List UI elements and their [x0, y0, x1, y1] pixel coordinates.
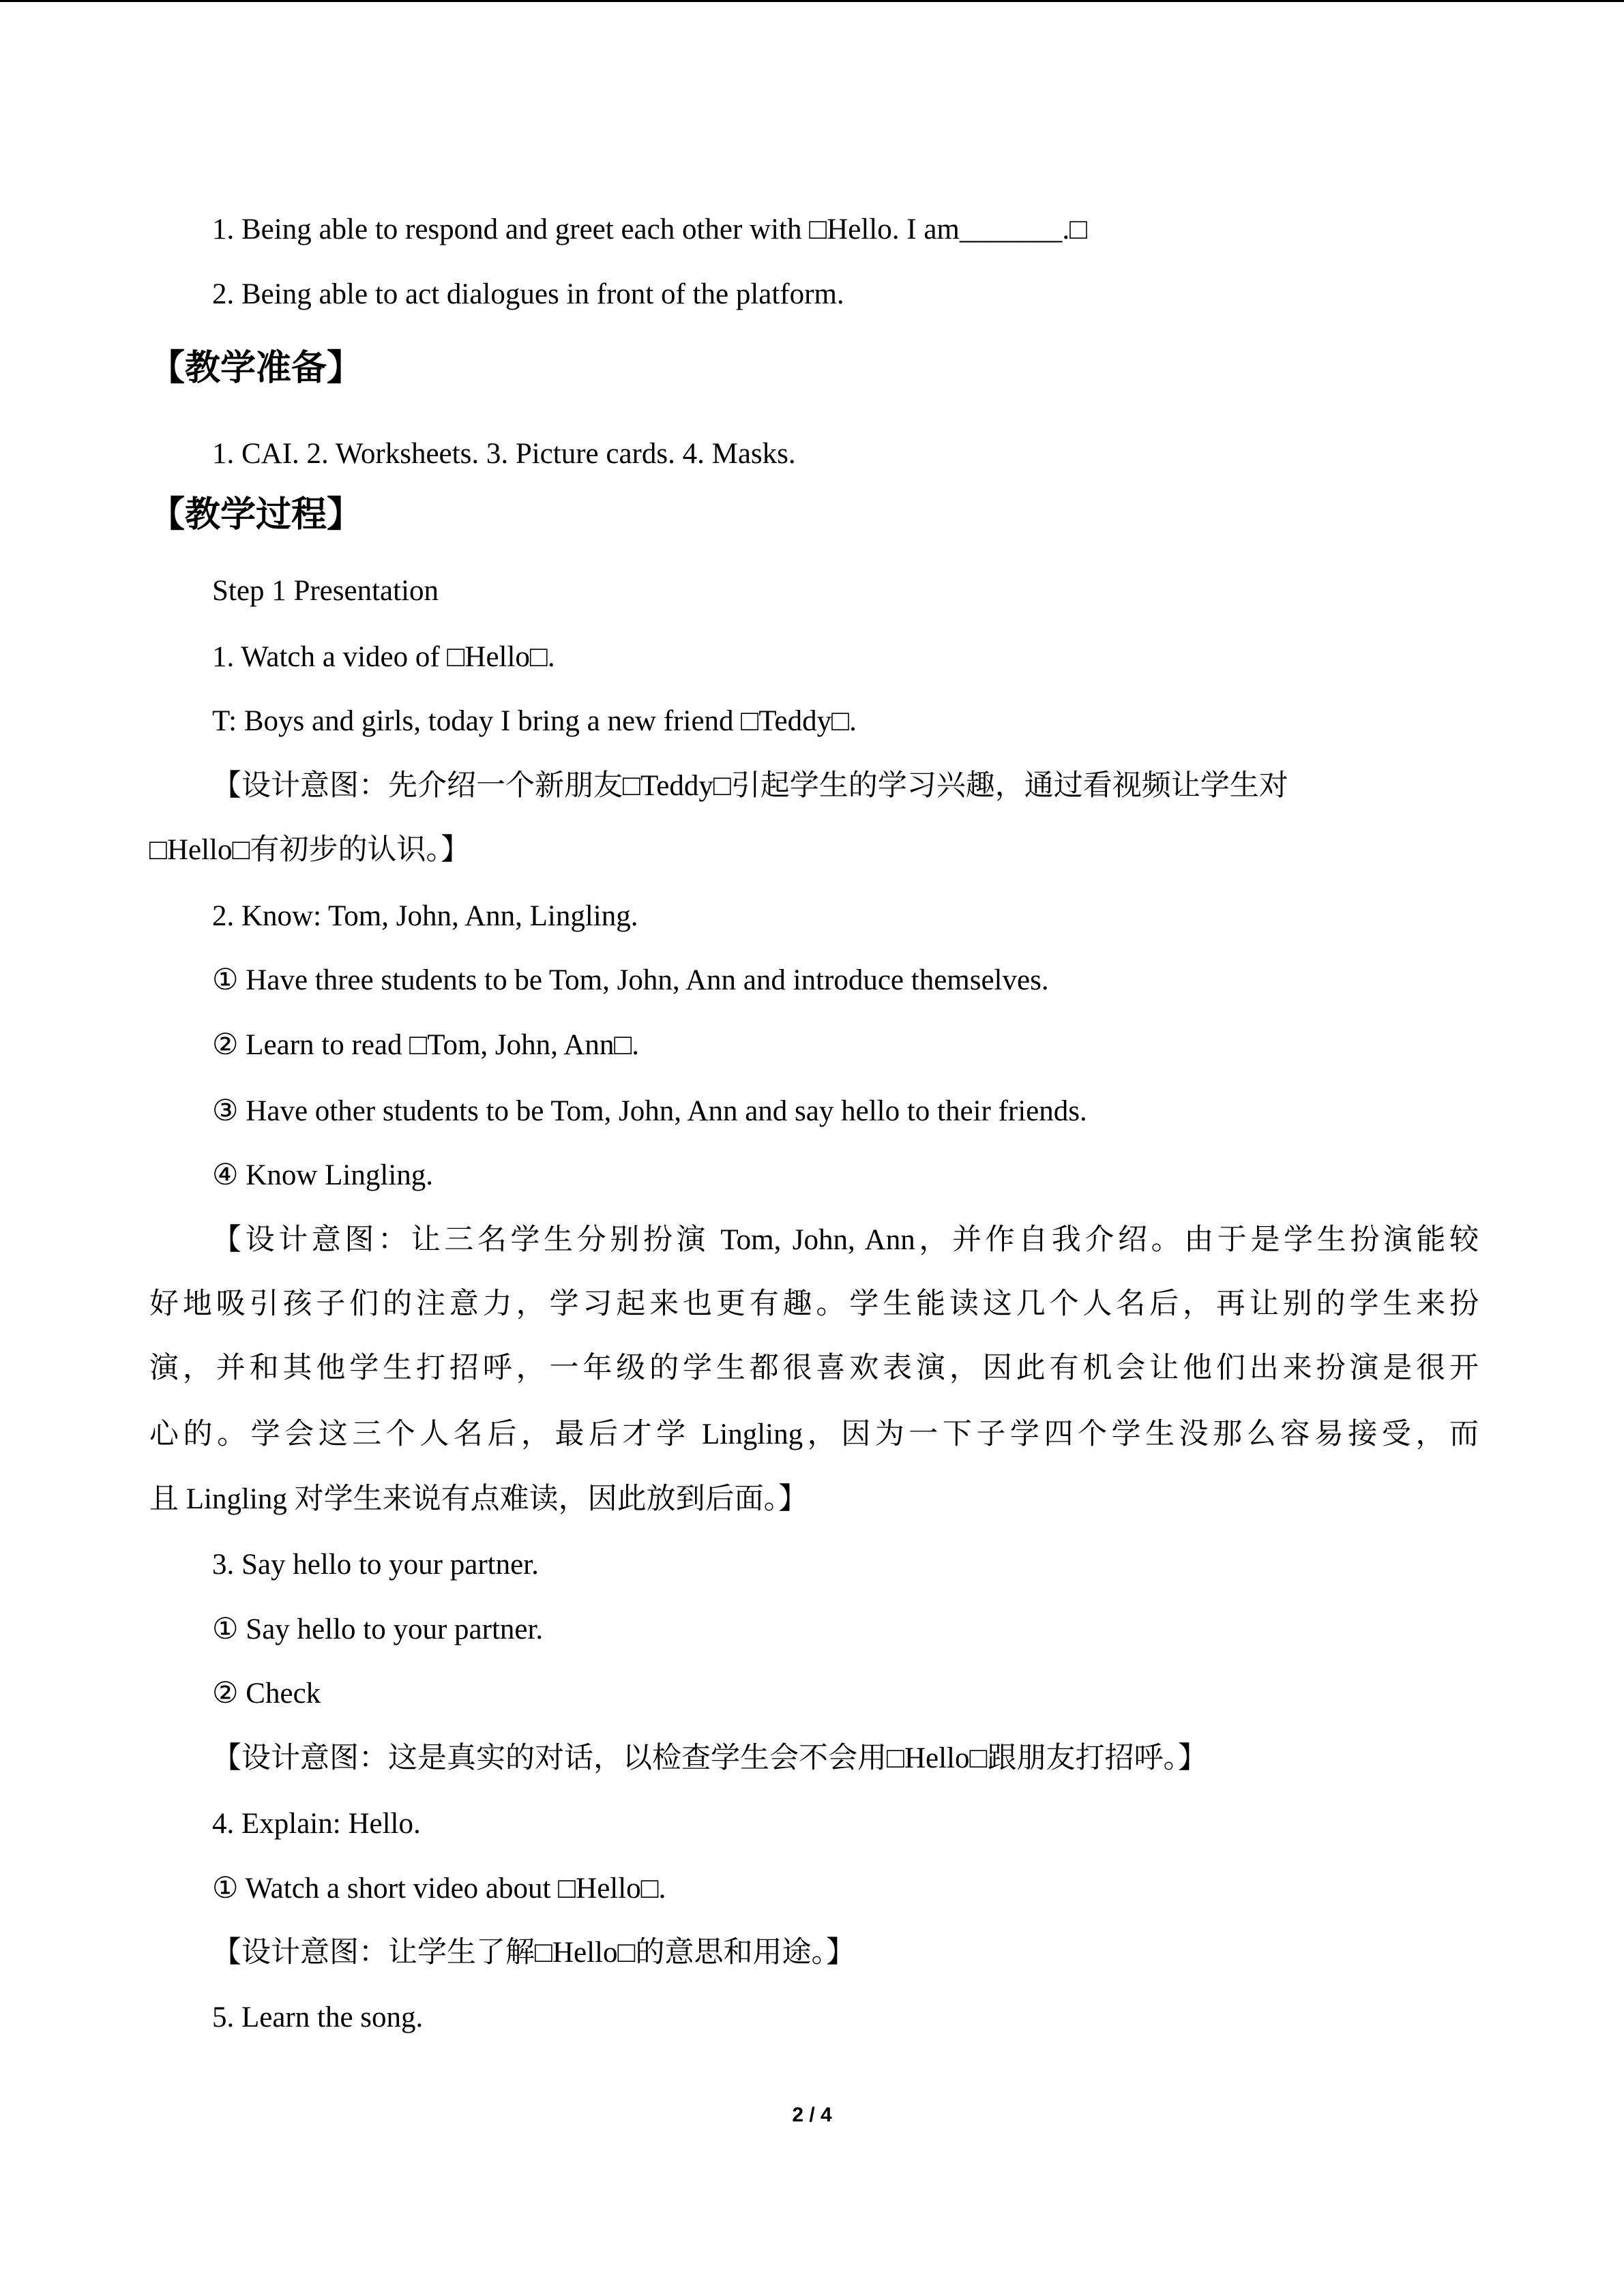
activity-5-title: 5. Learn the song. — [212, 2001, 424, 2033]
activity-2-step-4: ④ Know Lingling. — [212, 1159, 434, 1191]
preparation-heading: 【教学准备】 — [149, 349, 363, 388]
activity-1-title: 1. Watch a video of □Hello□. — [212, 641, 555, 673]
objective-2: 2. Being able to act dialogues in front of the platform. — [212, 278, 844, 310]
page-top-border — [0, 0, 1624, 2]
activity-2-step-2: ② Learn to read □Tom, John, Ann□. — [212, 1029, 640, 1061]
step-title: Step 1 Presentation — [212, 575, 439, 607]
activity-3-design-note-line: 【设计意图：这是真实的对话，以检查学生会不会用□Hello□跟朋友打招呼。】 — [212, 1742, 1207, 1774]
page-number: 2 / 4 — [792, 2104, 832, 2126]
activity-3-step-1: ① Say hello to your partner. — [212, 1613, 544, 1645]
activity-3-title: 3. Say hello to your partner. — [212, 1549, 539, 1581]
activity-1-teacher-line: T: Boys and girls, today I bring a new friend □Teddy□. — [212, 705, 857, 737]
activity-2-step-1: ① Have three students to be Tom, John, Ann and introduce themselves. — [212, 964, 1049, 996]
preparation-items: 1. CAI. 2. Worksheets. 3. Picture cards. 4. Masks. — [212, 438, 796, 470]
activity-4-title: 4. Explain: Hello. — [212, 1808, 421, 1840]
objective-1: 1. Being able to respond and greet each other with □Hello. I am_______.□ — [212, 213, 1088, 245]
activity-2-title: 2. Know: Tom, John, Ann, Lingling. — [212, 900, 638, 932]
activity-2-design-note-line: 演，并和其他学生打招呼，一年级的学生都很喜欢表演，因此有机会让他们出来扮演是很开 — [149, 1352, 1479, 1384]
activity-4-design-note-line: 【设计意图：让学生了解□Hello□的意思和用途。】 — [212, 1937, 855, 1969]
activity-2-design-note-line: 且 Lingling 对学生来说有点难读，因此放到后面。】 — [149, 1483, 808, 1515]
activity-2-step-3: ③ Have other students to be Tom, John, Ann and say hello to their friends. — [212, 1095, 1087, 1127]
activity-3-step-2: ② Check — [212, 1678, 321, 1710]
activity-4-step-1: ① Watch a short video about □Hello□. — [212, 1873, 666, 1905]
process-heading: 【教学过程】 — [149, 496, 363, 535]
activity-1-design-note-line: □Hello□有初步的认识。】 — [149, 834, 470, 866]
activity-2-design-note-line: 心的。学会这三个人名后，最后才学 Lingling，因为一下子学四个学生没那么容易接受，而 — [149, 1418, 1479, 1450]
activity-1-design-note-line: 【设计意图：先介绍一个新朋友□Teddy□引起学生的学习兴趣，通过看视频让学生对 — [212, 770, 1288, 802]
activity-2-design-note-line: 【设计意图：让三名学生分别扮演 Tom, John, Ann，并作自我介绍。由于是学生扮演能较 — [212, 1224, 1479, 1256]
activity-2-design-note-line: 好地吸引孩子们的注意力，学习起来也更有趣。学生能读这几个人名后，再让别的学生来扮 — [149, 1288, 1479, 1320]
